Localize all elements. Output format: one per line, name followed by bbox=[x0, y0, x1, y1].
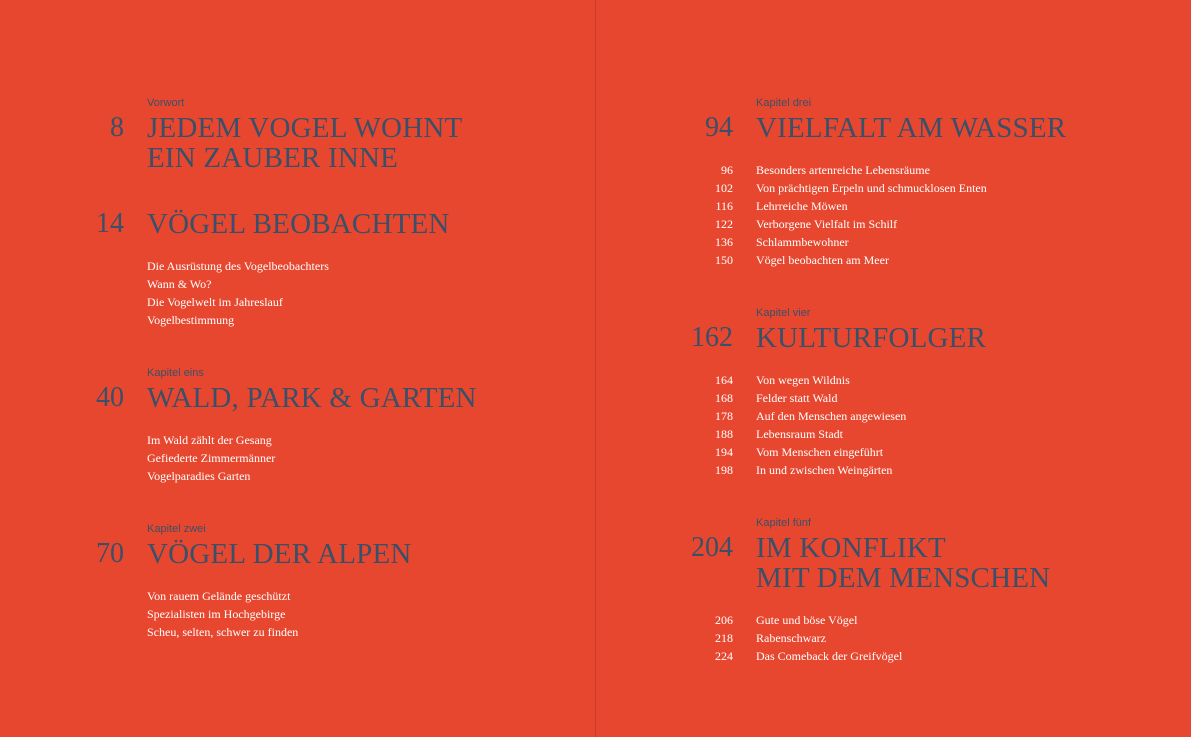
entry-title: Die Vogelwelt im Jahreslauf bbox=[147, 295, 283, 309]
chapter-title-line-1: KULTURFOLGER bbox=[756, 322, 987, 354]
toc-entry bbox=[0, 407, 1191, 425]
section-kicker: Kapitel fünf bbox=[756, 517, 812, 529]
toc-entry bbox=[0, 629, 1191, 647]
entry-title: Wann & Wo? bbox=[147, 277, 212, 291]
entry-title: Scheu, selten, schwer zu finden bbox=[147, 625, 299, 639]
chapter-title-line-1: IM KONFLIKT bbox=[756, 532, 946, 564]
toc-entry bbox=[0, 311, 595, 329]
entry-title: Von prächtigen Erpeln und schmucklosen Enten bbox=[756, 181, 987, 195]
entry-title: Spezialisten im Hochgebirge bbox=[147, 607, 286, 621]
chapter-title-line-2: MIT DEM MENSCHEN bbox=[756, 562, 1051, 594]
chapter-page-number: 14 bbox=[96, 208, 124, 239]
entry-page-number: 164 bbox=[715, 373, 733, 387]
entry-list bbox=[0, 611, 1191, 665]
entry-title: Im Wald zählt der Gesang bbox=[147, 433, 272, 447]
toc-entry bbox=[0, 461, 1191, 479]
section-kicker: Vorwort bbox=[147, 97, 185, 109]
entry-page-number: 136 bbox=[715, 235, 733, 249]
chapter-page-number: 94 bbox=[705, 112, 733, 143]
chapter-page-number: 40 bbox=[96, 382, 124, 413]
entry-page-number: 122 bbox=[715, 217, 733, 231]
toc-entry bbox=[0, 443, 1191, 461]
toc-entry bbox=[0, 197, 1191, 215]
chapter-title-line-1: JEDEM VOGEL WOHNT bbox=[147, 112, 463, 144]
entry-title: Rabenschwarz bbox=[756, 631, 826, 645]
chapter-title-line-1: VÖGEL BEOBACHTEN bbox=[147, 208, 450, 240]
entry-list bbox=[0, 161, 1191, 269]
toc-entry bbox=[0, 275, 595, 293]
chapter-page-number: 70 bbox=[96, 538, 124, 569]
entry-page-number: 168 bbox=[715, 391, 733, 405]
entry-title: Vogelparadies Garten bbox=[147, 469, 251, 483]
chapter-title-line-1: VÖGEL DER ALPEN bbox=[147, 538, 412, 570]
entry-page-number: 198 bbox=[715, 463, 733, 477]
entry-title: Auf den Menschen angewiesen bbox=[756, 409, 907, 423]
entry-title: Lehrreiche Möwen bbox=[756, 199, 848, 213]
entry-page-number: 102 bbox=[715, 181, 733, 195]
chapter-page-number: 8 bbox=[110, 112, 124, 143]
entry-page-number: 194 bbox=[715, 445, 733, 459]
entry-list bbox=[0, 371, 1191, 479]
entry-title: Gefiederte Zimmermänner bbox=[147, 451, 276, 465]
entry-page-number: 206 bbox=[715, 613, 733, 627]
entry-page-number: 96 bbox=[721, 163, 733, 177]
section-kicker: Kapitel zwei bbox=[147, 523, 206, 535]
entry-title: Vogelbestimmung bbox=[147, 313, 235, 327]
entry-title: Lebensraum Stadt bbox=[756, 427, 843, 441]
chapter-title-line-1: WALD, PARK & GARTEN bbox=[147, 382, 477, 414]
chapter-title-line-2: EIN ZAUBER INNE bbox=[147, 142, 399, 174]
toc-entry bbox=[0, 371, 1191, 389]
toc-entry bbox=[0, 611, 1191, 629]
toc-entry bbox=[0, 215, 1191, 233]
chapter-page-number: 204 bbox=[691, 532, 733, 563]
toc-entry bbox=[0, 293, 595, 311]
entry-title: Schlammbewohner bbox=[756, 235, 849, 249]
toc-entry bbox=[0, 233, 1191, 251]
chapter-page-number: 162 bbox=[691, 322, 733, 353]
entry-title: Felder statt Wald bbox=[756, 391, 838, 405]
entry-page-number: 218 bbox=[715, 631, 733, 645]
entry-page-number: 178 bbox=[715, 409, 733, 423]
toc-entry bbox=[0, 161, 1191, 179]
entry-page-number: 150 bbox=[715, 253, 733, 267]
toc-entry bbox=[0, 179, 1191, 197]
section-kicker: Kapitel vier bbox=[756, 307, 811, 319]
entry-title: Gute und böse Vögel bbox=[756, 613, 858, 627]
entry-title: Die Ausrüstung des Vogelbeobachters bbox=[147, 259, 329, 273]
section-kicker: Kapitel drei bbox=[756, 97, 812, 109]
entry-page-number: 116 bbox=[715, 199, 733, 213]
toc-entry bbox=[0, 647, 1191, 665]
entry-title: Vom Menschen eingeführt bbox=[756, 445, 884, 459]
chapter-title-line-1: VIELFALT AM WASSER bbox=[756, 112, 1067, 144]
entry-title: In und zwischen Weingärten bbox=[756, 463, 893, 477]
entry-title: Das Comeback der Greifvögel bbox=[756, 649, 903, 663]
toc-entry bbox=[0, 389, 1191, 407]
entry-title: Vögel beobachten am Meer bbox=[756, 253, 889, 267]
entry-title: Verborgene Vielfalt im Schilf bbox=[756, 217, 898, 231]
entry-title: Besonders artenreiche Lebensräume bbox=[756, 163, 930, 177]
entry-page-number: 188 bbox=[715, 427, 733, 441]
entry-title: Von rauem Gelände geschützt bbox=[147, 589, 291, 603]
toc-entry bbox=[0, 587, 595, 605]
toc-entry bbox=[0, 425, 1191, 443]
section-kicker: Kapitel eins bbox=[147, 367, 204, 379]
entry-page-number: 224 bbox=[715, 649, 733, 663]
toc-entry bbox=[0, 251, 1191, 269]
entry-title: Von wegen Wildnis bbox=[756, 373, 850, 387]
